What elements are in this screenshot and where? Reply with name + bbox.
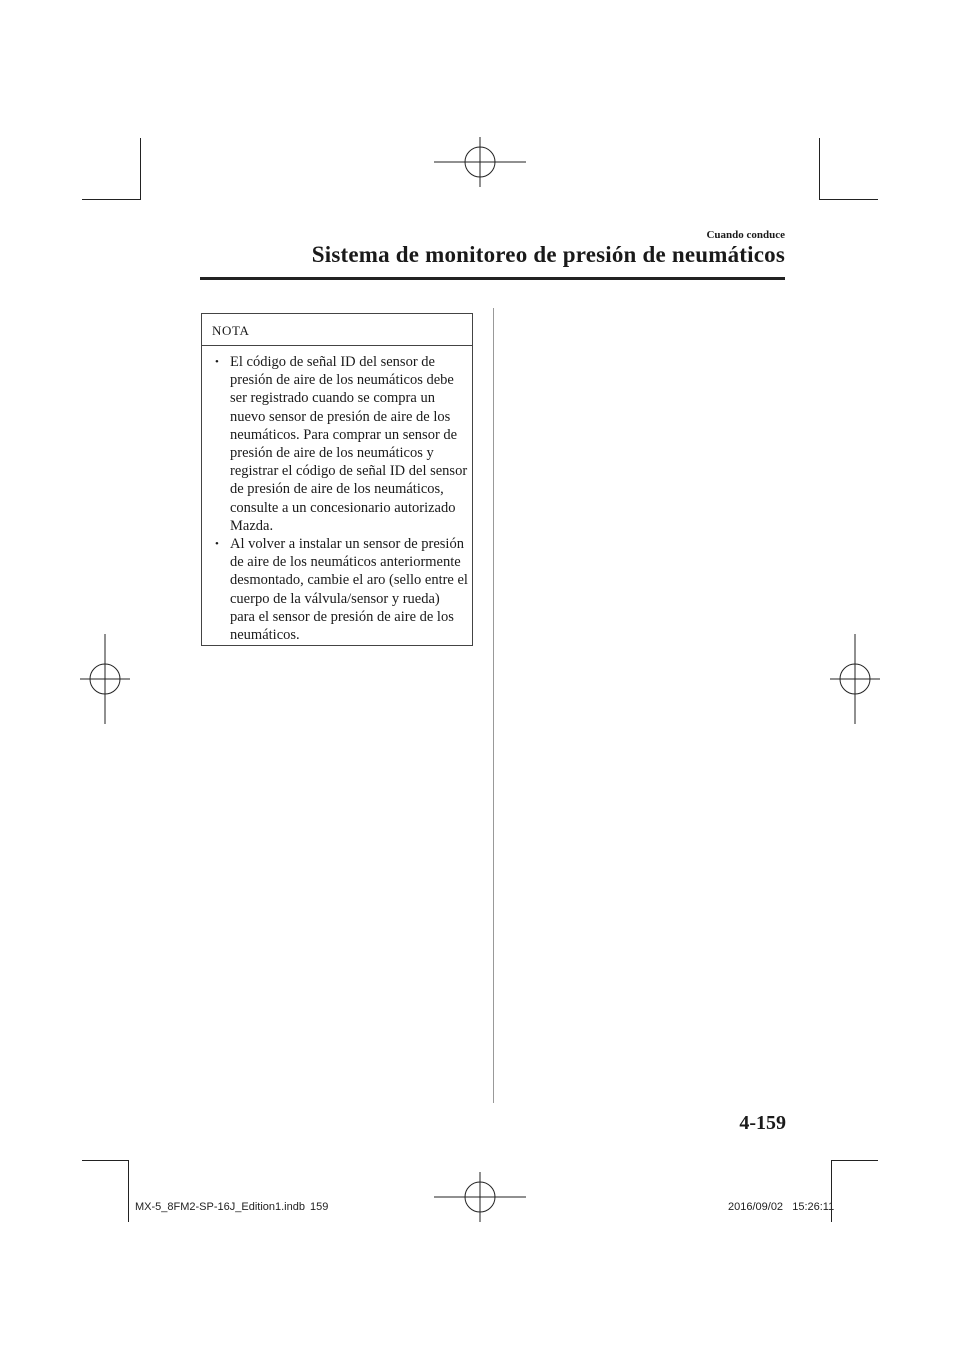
crop-mark-top-right-vertical <box>819 138 820 200</box>
footer-page-number: 159 <box>310 1201 329 1213</box>
bullet-icon: • <box>215 538 219 551</box>
page-number: 4-159 <box>739 1112 786 1134</box>
section-label: Cuando conduce <box>706 229 785 241</box>
note-heading: NOTA <box>202 314 472 346</box>
note-list <box>202 346 472 644</box>
crop-mark-top-left-vertical <box>140 138 141 200</box>
crop-mark-bottom-left-horizontal <box>82 1160 128 1161</box>
crop-mark-bottom-right-horizontal <box>832 1160 878 1161</box>
list-item <box>215 535 468 644</box>
bullet-icon: • <box>215 356 219 368</box>
page-title: Sistema de monitoreo de presión de neumáticos <box>311 242 785 267</box>
note-item-text: Al volver a instalar un sensor de presión de aire de los neumáticos anteriormente desmontado, cambie el aro (sello entre el cuerpo de la válvula/sensor y rueda) para el sensor de presión de aire de los neumáticos. <box>230 536 468 644</box>
registration-target-icon <box>80 634 130 724</box>
footer-timestamp: 2016/09/02 15:26:11 <box>728 1201 835 1213</box>
registration-target-icon <box>434 137 526 187</box>
crop-mark-top-left-horizontal <box>82 199 140 200</box>
footer-file-name: MX-5_8FM2-SP-16J_Edition1.indb <box>135 1201 305 1213</box>
registration-target-icon <box>830 634 880 724</box>
list-item <box>215 353 468 535</box>
note-item-text: El código de señal ID del sensor de presión de aire de los neumáticos debe ser registrado cuando se compra un nuevo sensor de presión de aire de los neumáticos. Para comprar un sensor de presión de aire de los neumáticos y registrar el código de señal ID del sensor de presión de aire de los neumáticos, consulte a un concesionario autorizado Mazda. <box>230 354 468 534</box>
note-box <box>201 313 473 646</box>
header-rule <box>200 277 785 280</box>
crop-mark-top-right-horizontal <box>820 199 878 200</box>
crop-mark-bottom-left-vertical <box>128 1160 129 1222</box>
column-divider <box>493 308 494 1103</box>
registration-target-icon <box>434 1172 526 1222</box>
